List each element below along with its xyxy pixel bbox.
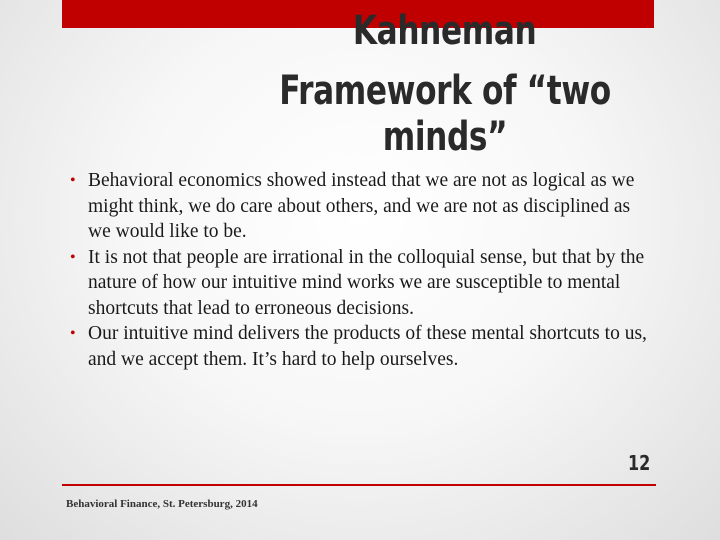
bullet-item <box>64 321 654 372</box>
bullet-text: Behavioral economics showed instead that we are not as logical as we might think, we do care about others, and we are not as disciplined as we would like to be. <box>88 170 635 242</box>
bullet-text: It is not that people are irrational in the colloquial sense, but that by the nature of how our intuitive mind works we are susceptible to mental shortcuts that lead to erroneous decisions. <box>88 246 645 319</box>
bullet-icon: • <box>70 248 76 266</box>
bullet-item <box>64 168 654 245</box>
bullet-icon: • <box>70 325 76 342</box>
bullet-text: Our intuitive mind delivers the products of these mental shortcuts to us, and we accept them. It’s hard to help ourselves. <box>88 323 647 370</box>
slide-title-text-1: Kahneman <box>353 8 537 54</box>
bullet-item <box>64 245 654 322</box>
slide-title-line-1 <box>0 8 720 54</box>
slide-body <box>64 168 654 372</box>
slide-title-line-2 <box>0 68 720 160</box>
bullet-icon: • <box>70 172 76 189</box>
footer-caption: Behavioral Finance, St. Petersburg, 2014 <box>66 498 258 510</box>
bullet-list <box>64 168 654 372</box>
slide-title-text-2: Framework of “two minds” <box>279 68 611 160</box>
footer-divider <box>62 484 656 486</box>
page-number: 12 <box>628 451 651 475</box>
